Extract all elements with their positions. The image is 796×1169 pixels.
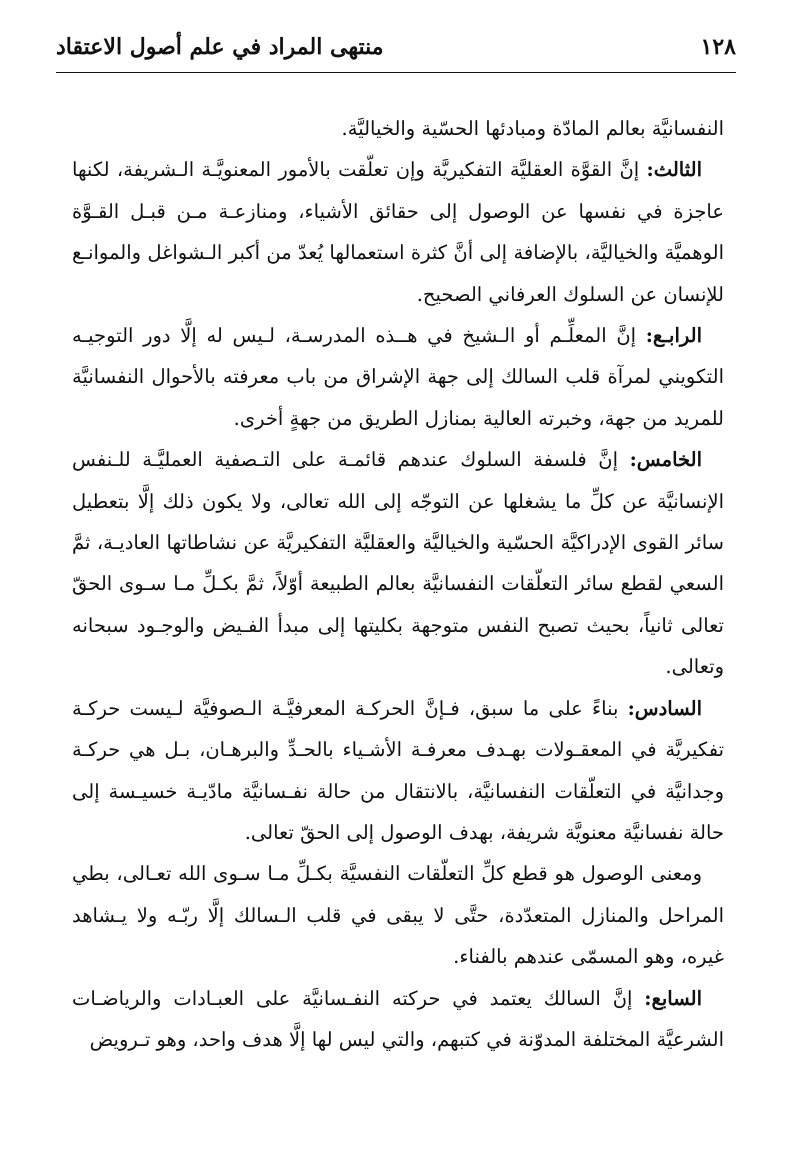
paragraph-text: إنَّ القوَّة العقليَّة التفكيريَّة وإن تعلّقت بالأمور المعنويَّـة الـشريفة، لكنها عاجزة في نفسها عن الوصول إلى حقائق الأشياء، ومنازعـة مـن قبـل القـوَّة الوهميَّة والخياليَّة، بالإضافة إلى أنَّ كثرة استعمالها يُعدّ من أكبر الـشواغل والموانـع للإنسان عن السلوك العرفاني الصحيح. <box>72 158 725 306</box>
page-number: ١٢٨ <box>700 34 736 60</box>
paragraph <box>72 978 724 1061</box>
paragraph-lead: الرابـع: <box>645 324 702 348</box>
body-text <box>72 108 724 1060</box>
paragraph-lead: الخامس: <box>629 448 702 472</box>
paragraph-text: ومعنى الوصول هو قطع كلِّ التعلّقات النفسيَّة بكـلِّ مـا سـوى الله تعـالى، بطي المراحل والمنازل المتعدّدة، حتَّى لا يبقى في قلب الـسالك إلَّا ربّـه ولا يـشاهد غيره، وهو المسمّى عندهم بالفناء. <box>72 862 724 969</box>
paragraph-text: بناءً على ما سبق، فـإنَّ الحركـة المعرفيَّـة الـصوفيَّة لـيست حركـة تفكيريَّة في المعقـولات بهـدف معرفـة الأشـياء بالحـدِّ والبرهـان، بـل هي حركـة وجدانيَّة في التعلّقات النفسانيَّة، بالانتقال من حالة نفـسانيَّة مادّيـة خسيـسة إلى حالة نفسانيَّة معنويَّة شريفة، بهدف الوصول إلى الحقّ تعالى. <box>72 696 724 844</box>
paragraph-lead: السابع: <box>644 986 702 1010</box>
paragraph-text: إنَّ السالك يعتمد في حركته النفـسانيَّة على العبـادات والرياضـات الشرعيَّة المختلفة المدوّنة في كتبهم، والتي ليس لها إلَّا هدف واحد، وهو تـرويض <box>72 986 724 1051</box>
paragraph-text: النفسانيَّة بعالم المادّة ومبادئها الحسّية والخياليَّة. <box>341 117 724 140</box>
paragraph-text: إنَّ فلسفة السلوك عندهم قائمـة على التـصفية العمليَّـة للـنفس الإنسانيَّة عن كلِّ ما يشغلها عن التوجّه إلى الله تعالى، ولا يكون ذلك إلَّا بتعطيل سائر القوى الإدراكيَّة الحسّية والخياليَّة والعقليَّة التفكيريَّة عن نشاطاتها العاديـة، ثمَّ السعي لقطع سائر التعلّقات النفسانيَّة بعالم الطبيعة أوّلاً، ثمَّ بكـلِّ مـا سـوى الحقّ تعالى ثانياً، بحيث تصبح النفس متوجهة بكليتها إلى مبدأ الفـيض والوجـود سبحانه وتعالى. <box>72 448 724 679</box>
paragraph-lead: السادس: <box>627 696 702 720</box>
paragraph <box>72 439 724 687</box>
running-title: منتهى المراد في علم أصول الاعتقاد <box>56 34 384 60</box>
paragraph <box>72 315 724 439</box>
paragraph <box>72 108 724 149</box>
paragraph-lead: الثالث: <box>646 158 702 182</box>
paragraph <box>72 149 724 315</box>
paragraph <box>72 853 724 977</box>
paragraph-text: إنَّ المعلِّـم أو الـشيخ في هــذه المدرسـة، لـيس له إلَّا دور التوجيـه التكويني لمرآة قلب السالك إلى جهة الإشراق من باب معرفته بالأحوال النفسانيَّة للمريد من جهة، وخبرته العالية بمنازل الطريق من جهةٍ أخرى. <box>72 324 724 430</box>
paragraph <box>72 688 724 854</box>
page-header <box>56 30 736 73</box>
